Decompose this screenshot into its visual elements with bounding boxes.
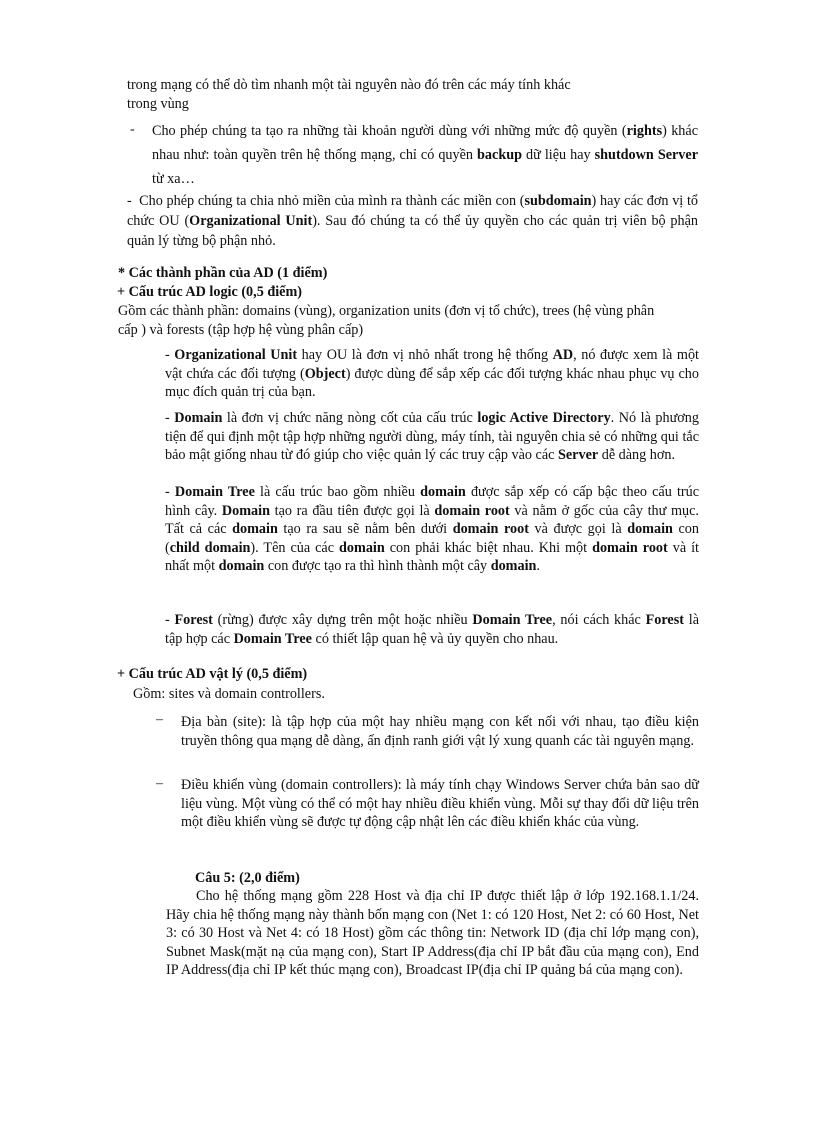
question-5-heading: Câu 5: (2,0 điểm) [195, 870, 300, 886]
components-heading: * Các thành phần của AD (1 điểm) [118, 265, 328, 281]
domain-tree-paragraph: - Domain Tree là cấu trúc bao gồm nhiều domain được sắp xếp có cấp bậc theo cấu trúc hình cây. Domain tạo ra đầu tiên được gọi là domain root và nằm ở gốc của cây thư mục. Tất cả các domain tạo ra sau sẽ nằm bên dưới domain root và được gọi là domain con (child domain). Tên của các domain con phải khác biệt nhau. Khi một domain root và ít nhất một domain con được tạo ra thì hình thành một cây domain. [165, 484, 700, 574]
ou-paragraph: - Organizational Unit hay OU là đơn vị nhỏ nhất trong hệ thống AD, nó được xem là một vật chứa các đối tượng (Object) được dùng để sắp xếp các đối tượng khác nhau phục vụ cho mục đích quản trị của bạn. [165, 347, 699, 400]
intro-line-1: trong mạng có thể dò tìm nhanh một tài nguyên nào đó trên các máy tính khác [127, 77, 571, 93]
site-paragraph: Địa bàn (site): là tập hợp của một hay nhiều mạng con kết nối với nhau, tạo điều kiện truyền thông qua mạng dễ dàng, ấn định ranh giới vật lý xung quanh các tài nguyên mạng. [181, 714, 699, 749]
site-dash: – [156, 712, 163, 727]
feature-1-dash: - [130, 122, 135, 137]
domain-paragraph: - Domain là đơn vị chức năng nòng cốt của cấu trúc logic Active Directory. Nó là phương tiện để qui định một tập hợp những người dùng, máy tính, tài nguyên chia sẻ có những qui tắc bảo mật giống nhau từ đó giúp cho việc quản lý các truy cập vào các Server dễ dàng hơn. [165, 410, 699, 463]
dc-paragraph: Điều khiển vùng (domain controllers): là máy tính chạy Windows Server chứa bản sao dữ liệu vùng. Một vùng có thể có một hay nhiều điều khiển vùng. Mỗi sự thay đổi dữ liệu trên một điều khiển vùng sẽ được tự động cập nhật lên các điều khiển khác của vùng. [181, 777, 699, 830]
question-5-body: Cho hệ thống mạng gồm 228 Host và địa chỉ IP được thiết lập ở lớp 192.168.1.1/24. Hãy chia hệ thống mạng này thành bốn mạng con (Net 1: có 120 Host, Net 2: có 60 Host, Net 3: có 30 Host và Net 4: có 18 Host) gồm các thông tin: Network ID (địa chỉ lớp mạng con), Subnet Mask(mặt nạ của mạng con), Start IP Address(địa chỉ IP bắt đầu của mạng con), End IP Address(địa chỉ IP kết thúc mạng con), Broadcast IP(địa chỉ IP quảng bá của mạng con). [166, 888, 699, 978]
feature-2-text: - Cho phép chúng ta chia nhỏ miền của mình ra thành các miền con (subdomain) hay các đơn vị tổ chức OU (Organizational Unit). Sau đó chúng ta có thể ủy quyền cho các quản trị viên bộ phận quản lý từng bộ phận nhỏ. [127, 193, 699, 249]
logic-intro: Gồm các thành phần: domains (vùng), organization units (đơn vị tổ chức), trees (hệ vùng phân cấp ) và forests (tập hợp hệ vùng phân cấp) [118, 303, 655, 338]
feature-1-text: Cho phép chúng ta tạo ra những tài khoản người dùng với những mức độ quyền (rights) khác nhau như: toàn quyền trên hệ thống mạng, chỉ có quyền backup dữ liệu hay shutdown Server từ xa… [152, 123, 698, 187]
physical-intro: Gồm: sites và domain controllers. [133, 686, 325, 702]
intro-line-2: trong vùng [127, 96, 189, 112]
forest-paragraph: - Forest (rừng) được xây dựng trên một hoặc nhiều Domain Tree, nói cách khác Forest là tập hợp các Domain Tree có thiết lập quan hệ và ủy quyền cho nhau. [165, 612, 699, 647]
logic-heading: + Cấu trúc AD logic (0,5 điểm) [117, 284, 303, 300]
dc-dash: – [156, 776, 163, 791]
physical-heading: + Cấu trúc AD vật lý (0,5 điểm) [117, 666, 308, 682]
